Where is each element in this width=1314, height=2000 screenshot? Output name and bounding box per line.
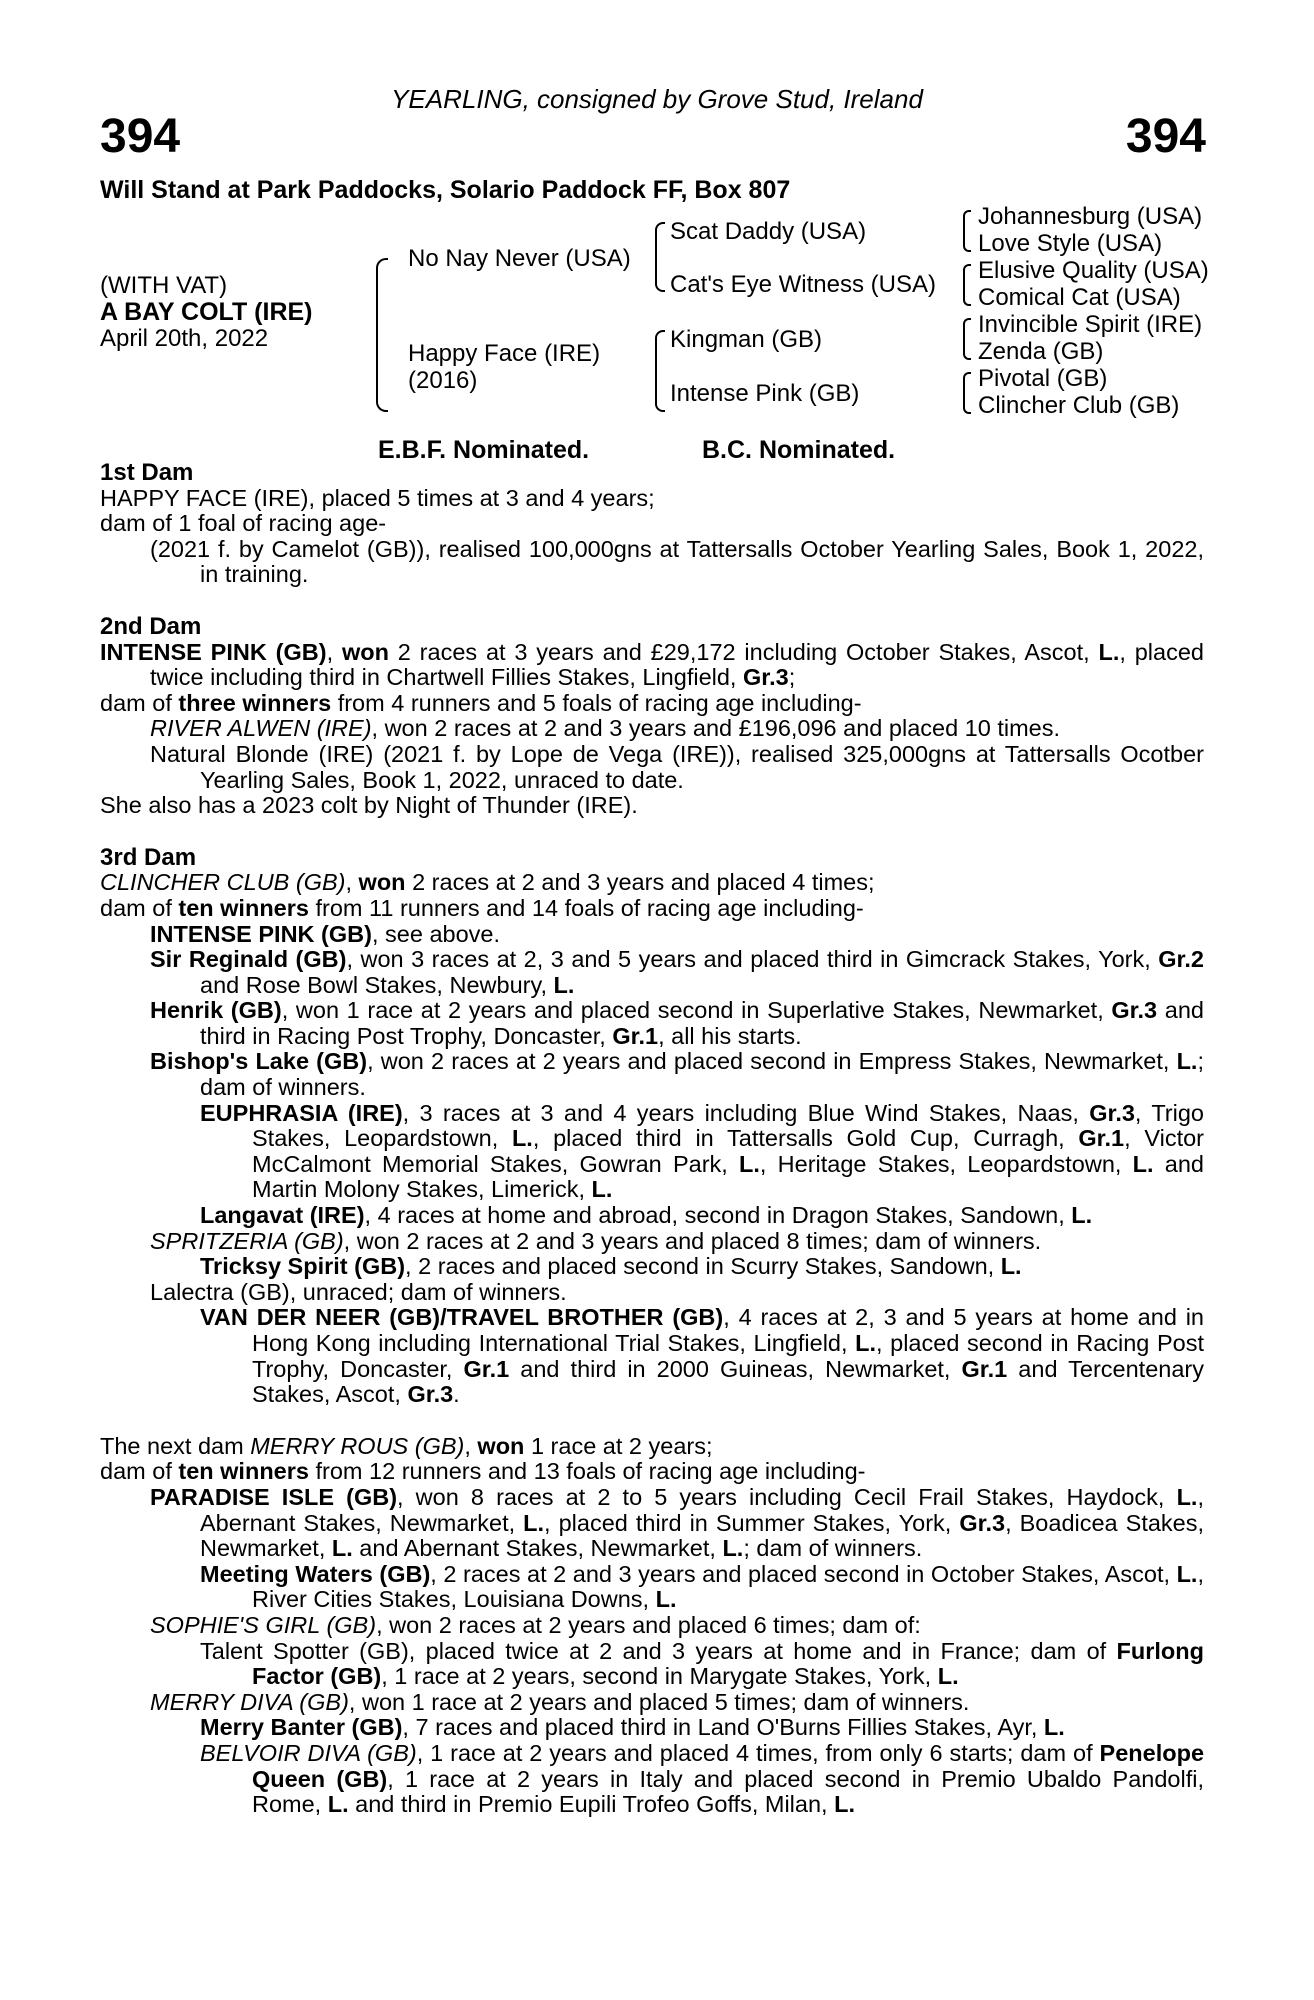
produce-euphrasia: EUPHRASIA (IRE), 3 races at 3 and 4 years including Blue Wind Stakes, Naas, Gr.3, Trigo Stakes, Leopardstown, L., placed third in Tattersalls Gold Cup, Curragh, Gr.1, Victor McCalmont Memorial Stakes, Gowran Park, L., Heritage Stakes, Leopardstown, L. and Martin Molony Stakes, Limerick, L. xyxy=(200,1099,1204,1203)
first-dam-heading: 1st Dam xyxy=(100,459,194,486)
catalogue-body xyxy=(100,460,1204,1818)
produce-intense-pink: INTENSE PINK (GB), see above. xyxy=(150,920,501,947)
pedigree-brace-sire xyxy=(655,222,665,292)
produce-sir-reginald: Sir Reginald (GB), won 3 races at 2, 3 and 5 years and placed third in Gimcrack Stakes, York, Gr.2 and Rose Bowl Stakes, Newbury, L. xyxy=(150,946,1204,998)
third-dam-produce-line: dam of ten winners from 11 runners and 14 foals of racing age including- xyxy=(100,894,864,921)
pedigree-dsd: Zenda (GB) xyxy=(978,338,1104,365)
produce-natural-blonde: Natural Blonde (IRE) (2021 f. by Lope de Vega (IRE)), realised 325,000gns at Tattersalls Ocotber Yearling Sales, Book 1, 2022, unraced to date. xyxy=(150,740,1204,793)
produce-henrik: Henrik (GB), won 1 race at 2 years and placed second in Superlative Stakes, Newmarket, Gr.3 and third in Racing Post Trophy, Doncaster, Gr.1, all his starts. xyxy=(150,997,1204,1049)
vat-note: (WITH VAT) xyxy=(100,272,228,299)
pedigree-ddd: Clincher Club (GB) xyxy=(978,392,1180,419)
pedigree-dam: Happy Face (IRE) xyxy=(408,340,601,367)
lot-number-left: 394 xyxy=(100,110,181,163)
lot-number-right: 394 xyxy=(1125,110,1206,163)
ebf-nominated: E.B.F. Nominated. xyxy=(378,436,590,464)
pedigree-dam-year: (2016) xyxy=(408,367,478,394)
pedigree-brace-sd xyxy=(963,264,971,306)
produce-merry-diva: MERRY DIVA (GB), won 1 race at 2 years and placed 5 times; dam of winners. xyxy=(150,1688,970,1715)
pedigree-dam-sire: Kingman (GB) xyxy=(670,326,823,353)
pedigree-ssd: Love Style (USA) xyxy=(978,230,1163,257)
horse-name: INTENSE PINK (GB) xyxy=(100,638,327,665)
pedigree-brace-main xyxy=(376,258,388,412)
pedigree-dss: Invincible Spirit (IRE) xyxy=(978,311,1203,338)
first-dam-foals: dam of 1 foal of racing age- xyxy=(100,510,387,537)
third-dam-entry: CLINCHER CLUB (GB), won 2 races at 2 and 3 years and placed 4 times; xyxy=(100,869,875,896)
pedigree-sss: Johannesburg (USA) xyxy=(978,203,1203,230)
pedigree-sire-sire: Scat Daddy (USA) xyxy=(670,218,867,245)
produce-van-der-neer: VAN DER NEER (GB)/TRAVEL BROTHER (GB), 4 races at 2, 3 and 5 years at home and in Hong Kong including International Trial Stakes, Lingfield, L., placed second in Racing Post Trophy, Doncaster, Gr.1 and third in 2000 Guineas, Newmarket, Gr.1 and Tercentenary Stakes, Ascot, Gr.3. xyxy=(200,1304,1205,1408)
produce-paradise-isle: PARADISE ISLE (GB), won 8 races at 2 to 5 years including Cecil Frail Stakes, Haydock, L., Abernant Stakes, Newmarket, L., placed third in Summer Stakes, York, Gr.3, Boadicea Stakes, Newmarket, L. and Abernant Stakes, Newmarket, L.; dam of winners. xyxy=(150,1483,1205,1562)
produce-sophies-girl: SOPHIE'S GIRL (GB), won 2 races at 2 years and placed 6 times; dam of: xyxy=(150,1611,921,1638)
produce-lalectra: Lalectra (GB), unraced; dam of winners. xyxy=(150,1278,567,1305)
second-dam-produce-line: dam of three winners from 4 runners and 5 foals of racing age including- xyxy=(100,689,862,716)
next-dam-entry: The next dam MERRY ROUS (GB), won 1 race at 2 years; xyxy=(100,1432,713,1459)
pedigree-sire: No Nay Never (USA) xyxy=(408,245,631,272)
first-dam-foal-entry: (2021 f. by Camelot (GB)), realised 100,000gns at Tattersalls October Yearling Sales, Book 1, 2022, in training. xyxy=(150,535,1204,588)
produce-bishops-lake: Bishop's Lake (GB), won 2 races at 2 years and placed second in Empress Stakes, Newmarket, L.; dam of winners. xyxy=(150,1048,1204,1101)
next-dam-produce-line: dam of ten winners from 12 runners and 13 foals of racing age including- xyxy=(100,1458,866,1485)
produce-talent-spotter: Talent Spotter (GB), placed twice at 2 and 3 years at home and in France; dam of Furlong Factor (GB), 1 race at 2 years, second in Marygate Stakes, York, L. xyxy=(200,1637,1204,1690)
pedigree-dds: Pivotal (GB) xyxy=(978,365,1108,392)
bc-nominated: B.C. Nominated. xyxy=(702,436,896,464)
produce-tricksy-spirit: Tricksy Spirit (GB), 2 races and placed second in Scurry Stakes, Sandown, L. xyxy=(200,1253,1022,1280)
second-dam-heading: 2nd Dam xyxy=(100,612,202,640)
produce-merry-banter: Merry Banter (GB), 7 races and placed third in Land O'Burns Fillies Stakes, Ayr, L. xyxy=(200,1714,1065,1741)
pedigree-brace-dd xyxy=(963,372,971,414)
produce-river-alwen: RIVER ALWEN (IRE), won 2 races at 2 and 3 years and £196,096 and placed 10 times. xyxy=(150,715,1061,742)
pedigree-brace-ds xyxy=(963,318,971,360)
second-dam-also: She also has a 2023 colt by Night of Thunder (IRE). xyxy=(100,792,638,819)
produce-spritzeria: SPRITZERIA (GB), won 2 races at 2 and 3 years and placed 8 times; dam of winners. xyxy=(150,1227,1042,1254)
horse-dob: April 20th, 2022 xyxy=(100,325,269,352)
second-dam-entry: INTENSE PINK (GB), won 2 races at 3 years and £29,172 including October Stakes, Ascot, L., placed twice including third in Chartwell Fillies Stakes, Lingfield, Gr.3; xyxy=(100,638,1204,691)
consignment-line: YEARLING, consigned by Grove Stud, Ireland xyxy=(391,84,923,114)
produce-langavat: Langavat (IRE), 4 races at home and abroad, second in Dragon Stakes, Sandown, L. xyxy=(200,1202,1093,1229)
pedigree-brace-ss xyxy=(963,210,971,252)
stand-location: Will Stand at Park Paddocks, Solario Paddock FF, Box 807 xyxy=(100,176,791,204)
produce-belvoir-diva: BELVOIR DIVA (GB), 1 race at 2 years and placed 4 times, from only 6 starts; dam of Penelope Queen (GB), 1 race at 2 years in Italy and placed second in Premio Ubaldo Pandolfi, Rome, L. and third in Premio Eupili Trofeo Goffs, Milan, L. xyxy=(200,1739,1205,1818)
produce-meeting-waters: Meeting Waters (GB), 2 races at 2 and 3 years and placed second in October Stakes, Ascot, L., River Cities Stakes, Louisiana Downs, L. xyxy=(200,1560,1204,1613)
pedigree-dam-dam: Intense Pink (GB) xyxy=(670,380,860,407)
pedigree-sdd: Comical Cat (USA) xyxy=(978,284,1181,311)
won-label: won xyxy=(341,638,389,665)
pedigree-sds: Elusive Quality (USA) xyxy=(978,257,1209,284)
third-dam-heading: 3rd Dam xyxy=(100,843,197,871)
pedigree-brace-dam xyxy=(655,330,665,412)
horse-name: A BAY COLT (IRE) xyxy=(100,298,313,326)
first-dam-line: HAPPY FACE (IRE), placed 5 times at 3 and 4 years; xyxy=(100,484,655,511)
pedigree-sire-dam: Cat's Eye Witness (USA) xyxy=(670,271,936,298)
